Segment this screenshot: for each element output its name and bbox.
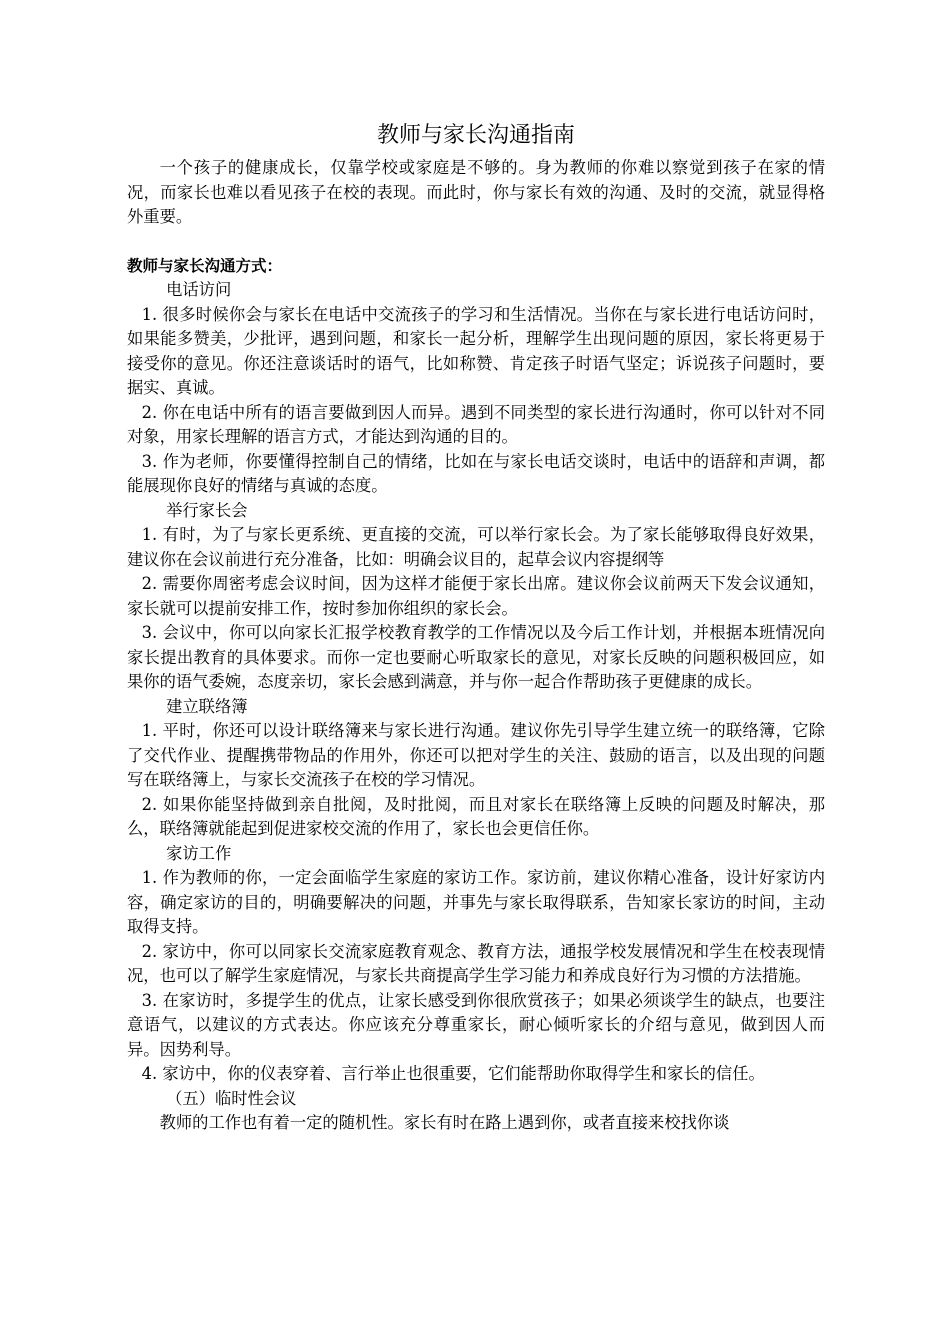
list-item: 1. 作为教师的你，一定会面临学生家庭的家访工作。家访前，建议你精心准备，设计好家访内容，确定家访的目的，明确要解决的问题，并事先与家长取得联系，告知家长家访的时间，主动取得支持。 <box>127 868 825 936</box>
subsection-heading: 电话访问 <box>166 280 232 299</box>
document-body <box>127 118 825 1136</box>
document-title: 教师与家长沟通指南 <box>376 123 575 148</box>
intro-paragraph: 一个孩子的健康成长，仅靠学校或家庭是不够的。身为教师的你难以察觉到孩子在家的情况，而家长也难以看见孩子在校的表现。而此时，你与家长有效的沟通、及时的交流，就显得格外重要。 <box>127 158 825 226</box>
list-item: 2. 你在电话中所有的语言要做到因人而异。遇到不同类型的家长进行沟通时，你可以针对不同对象，用家长理解的语言方式，才能达到沟通的目的。 <box>127 402 825 446</box>
subsection-heading: 举行家长会 <box>166 500 248 520</box>
list-item: 3. 会议中，你可以向家长汇报学校教育教学的工作情况以及今后工作计划，并根据本班情况向家长提出教育的具体要求。而你一定也要耐心听取家长的意见，对家长反映的问题积极回应，如果你的语气委婉，态度亲切，家长会感到满意，并与你一起合作帮助孩子更健康的成长。 <box>127 623 825 691</box>
list-item: 1. 很多时候你会与家长在电话中交流孩子的学习和生活情况。当你在与家长进行电话访问时，如果能多赞美，少批评，遇到问题，和家长一起分析，理解学生出现问题的原因，家长将更易于接受你的意见。你还注意谈话时的语气，比如称赞、肯定孩子时语气坚定；诉说孩子问题时，要据实、真诚。 <box>127 304 825 397</box>
list-item: 3. 作为老师，你要懂得控制自己的情绪，比如在与家长电话交谈时，电话中的语辞和声调，都能展现你良好的情绪与真诚的态度。 <box>127 451 825 495</box>
list-item: 2. 需要你周密考虑会议时间，因为这样才能便于家长出席。建议你会议前两天下发会议通知，家长就可以提前安排工作，按时参加你组织的家长会。 <box>127 574 825 618</box>
list-item: 2. 家访中，你可以同家长交流家庭教育观念、教育方法，通报学校发展情况和学生在校表现情况，也可以了解学生家庭情况，与家长共商提高学生学习能力和养成良好行为习惯的方法措施。 <box>127 941 825 985</box>
list-item: 1. 平时，你还可以设计联络簿来与家长进行沟通。建议你先引导学生建立统一的联络簿，它除了交代作业、提醒携带物品的作用外，你还可以把对学生的关注、鼓励的语言，以及出现的问题写在联络簿上，与家长交流孩子在校的学习情况。 <box>127 721 825 789</box>
list-item: 2. 如果你能坚持做到亲自批阅，及时批阅，而且对家长在联络簿上反映的问题及时解决，那么，联络簿就能起到促进家校交流的作用了，家长也会更信任你。 <box>127 794 825 838</box>
list-item: 3. 在家访时，多提学生的优点，让家长感受到你很欣赏孩子；如果必须谈学生的缺点，也要注意语气，以建议的方式表达。你应该充分尊重家长，耐心倾听家长的介绍与意见，做到因人而异。因势利导。 <box>127 990 825 1059</box>
list-item: 4. 家访中，你的仪表穿着、言行举止也很重要，它们能帮助你取得学生和家长的信任。 <box>141 1064 765 1083</box>
subsection-heading: 家访工作 <box>166 843 232 863</box>
list-item: 1. 有时，为了与家长更系统、更直接的交流，可以举行家长会。为了家长能够取得良好效果，建议你在会议前进行充分准备，比如：明确会议目的，起草会议内容提纲等 <box>127 525 825 569</box>
subsection-heading: 建立联络簿 <box>166 696 248 716</box>
closing-paragraph: 教师的工作也有着一定的随机性。家长有时在路上遇到你，或者直接来校找你谈 <box>159 1113 730 1132</box>
subsection-heading: （五）临时性会议 <box>166 1088 297 1108</box>
section-heading: 教师与家长沟通方式： <box>127 256 283 275</box>
